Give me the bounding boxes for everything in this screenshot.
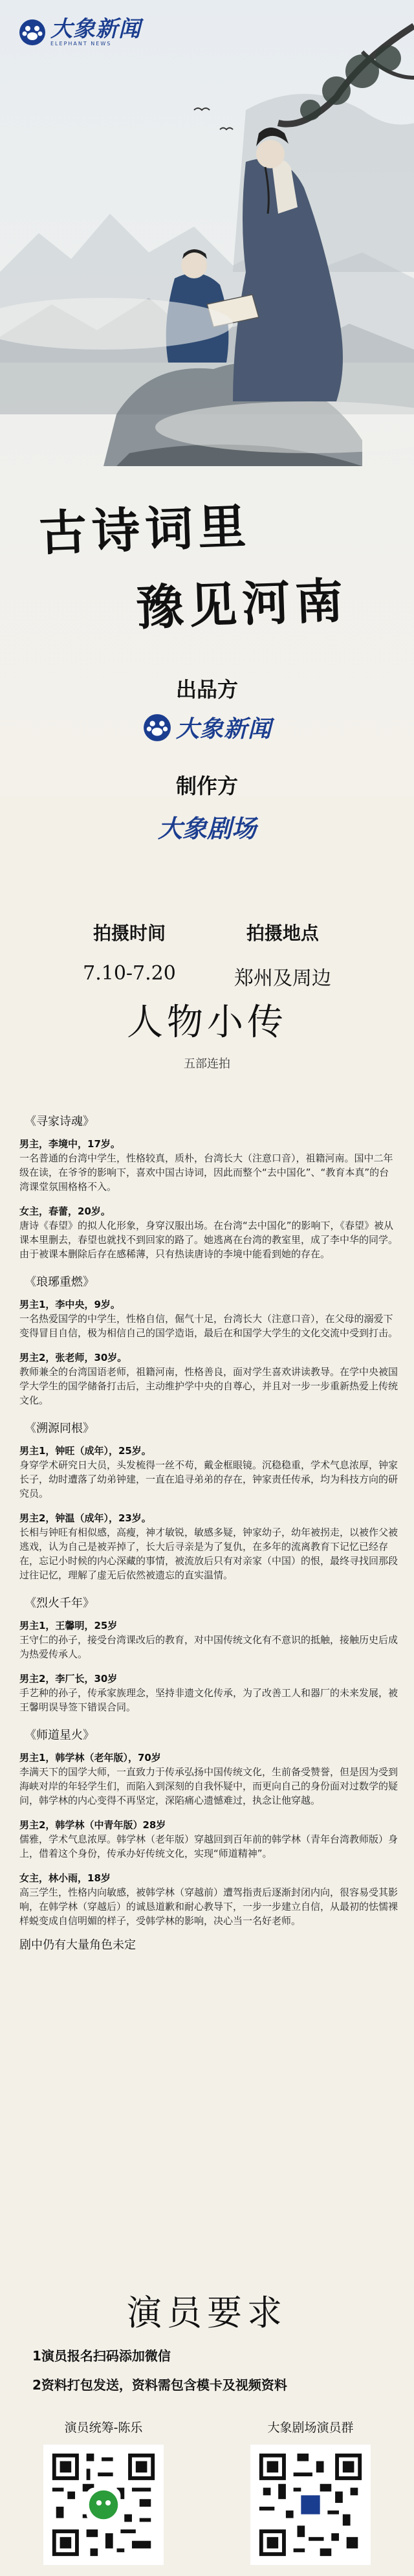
group-qr-code-icon[interactable] <box>250 2445 371 2565</box>
bio-role: 男主2，李厂长，30岁 <box>19 1673 118 1685</box>
qr-card-coordinator <box>43 2418 164 2565</box>
poster-title-line1: 古诗词里 <box>38 498 252 562</box>
bio-text: 高三学生，性格内向敏感，被韩学林（穿越前）遭驾指责后逐渐封闭内向，很容易受其影响，在韩学林（穿越后）的诚恳道歉和耐心教导下，一步一步建立自信，从最初的怯懦裸样蜕变成自信明媚的样子，受韩学林的影响，决心当一名好老师。 <box>19 1887 398 1927</box>
credits-block <box>0 673 414 870</box>
bio-entry <box>19 1444 398 1501</box>
bio-role: 女主，林小雨，18岁 <box>19 1872 111 1884</box>
bio-role: 男主2，钟温（成年），23岁。 <box>19 1512 151 1524</box>
bio-text: 唐诗《春望》的拟人化形象，身穿汉服出场。在台湾“去中国化”的影响下，《春望》被从课本里删去，春望也就找不到回家的路了。她逃离在台湾的教室里，成了李中华的同学。由于被课本删除后存在感稀薄，只有热读唐诗的李境中能看到她的存在。 <box>19 1220 398 1260</box>
bio-section-title: 《师道星火》 <box>25 1729 94 1742</box>
bio-role: 男主1，韩学林（老年版），70岁 <box>19 1752 161 1764</box>
bio-entry <box>19 1297 398 1340</box>
bio-text: 李满天下的国学大师，一直致力于传承弘扬中国传统文化，生前备受赞誉，但是因为受到海峡对岸的年轻学生们，而陷入到深刻的自我怀疑中，而更向自己的身份面对过数学的疑问，韩学林的内心变得不再坚定，深陷痛心遗憾难过，执念让他穿越。 <box>19 1766 398 1806</box>
presenter-label: 出品方 <box>175 677 238 702</box>
bio-text: 长相与钟旺有相似感，高瘦，神才敏锐，敏感多疑，钟家幼子，幼年被拐走，以被作父被逃戏，认为自己是被弄掉了，长大后寻亲是为了复仇，在多年的流离教育下记忆已经存在，忘记小时候的内心深藏的事情，被流放后只有对亲家（中国）的恨，最终寻找回那段过往记忆，理解了虚无后依然被遗忘的直实温情。 <box>19 1527 398 1581</box>
bio-entry <box>19 1618 398 1661</box>
shoot-place-value: 郑州及周边 <box>234 967 331 990</box>
qr-card-actor-group <box>250 2418 371 2565</box>
bios-title: 人物小传 <box>127 1002 287 1044</box>
elephant-logo-icon <box>142 713 172 743</box>
presenter-name: 大象新闻 <box>175 716 272 743</box>
qr-codes <box>0 2418 414 2565</box>
presenter-logo <box>0 711 414 744</box>
bio-role: 男主1，钟旺（成年），25岁。 <box>19 1445 151 1457</box>
bios-list <box>19 1101 398 1953</box>
bio-section <box>19 1596 398 1714</box>
bio-entry <box>19 1818 398 1861</box>
shoot-time <box>83 919 176 991</box>
bio-text: 教师兼全的台湾国语老师，祖籍河南，性格善良，面对学生喜欢讲读教导。在学中央被国学大学生的国学储备打击后，主动维护学中央的自尊心，并且对一步一步重新热爱上传统文化。 <box>19 1366 398 1406</box>
elephant-logo-icon <box>18 18 47 47</box>
bio-section-title: 《寻家诗魂》 <box>25 1115 94 1128</box>
producer-label: 制作方 <box>175 774 238 798</box>
bio-role: 男主2，韩学林（中青年版）28岁 <box>19 1819 166 1831</box>
bio-text: 身穿学术研究日大员，头发梳得一丝不苟，戴金框眼镜。沉稳稳重，学术气息浓厚，钟家长子，幼时遭落了幼弟钟建，一直在追寻弟弟的存在，钟家责任传承，均为科技方向的研究员。 <box>19 1459 398 1499</box>
brand-tagline: ELEPHANT NEWS <box>50 41 112 47</box>
bio-text: 儒雅，学术气息浓厚。韩学林（老年版）穿越回到百年前的韩学林（青年台湾教师版）身上，借着这个身份，传承办好传统文化，实现“师道精神”。 <box>19 1833 398 1859</box>
bio-section-title: 《溯源同根》 <box>25 1422 94 1435</box>
requirements-title: 演员要求 <box>127 2292 287 2333</box>
brand-logo <box>18 18 141 47</box>
bio-text: 手艺种的孙子，传承家族理念，坚持非遗文化传承，为了改善工人和器厂的未来发展，被王馨明误导签下错误合同。 <box>19 1687 398 1713</box>
bio-role: 男主1，李中央，9岁。 <box>19 1299 120 1310</box>
bio-entry <box>19 1871 398 1928</box>
bio-text: 王守仁的孙子，接受台湾课改后的教育，对中国传统文化有不意识的抵触，接触历史后成为热爱传承人。 <box>19 1634 398 1660</box>
bio-section-title: 《烈火千年》 <box>25 1596 94 1610</box>
bio-text: 一名普通的台湾中学生，性格较真，质朴，台湾长大（注意口音），祖籍河南。国中二年级在读，在爷爷的影响下，喜欢中国古诗词，因此而整个“去中国化”、“教育本真”的台湾课堂氛围格格不入。 <box>19 1152 393 1193</box>
poster-title-line2: 豫见河南 <box>135 573 349 636</box>
bio-entry <box>19 1751 398 1808</box>
actor-requirements <box>0 2285 414 2393</box>
bio-entry <box>19 1511 398 1582</box>
qr-label: 大象剧场演员群 <box>267 2421 354 2435</box>
bio-entry <box>19 1204 398 1261</box>
brand-name: 大象新闻 <box>50 16 141 42</box>
bio-text: 一名热爱国学的中学生，性格自信，倔气十足，台湾长大（注意口音），在父母的溺爱下变得冒目自信，极为相信自己的国学造诣，最后在和国学大学生的文化交流中受到打击。 <box>19 1313 398 1339</box>
bio-role: 女主，春蕾，20岁。 <box>19 1205 111 1217</box>
roles-note: 剧中仍有大量角色未定 <box>19 1938 136 1952</box>
bio-section <box>19 1115 398 1261</box>
shoot-time-value: 7.10-7.20 <box>83 962 176 985</box>
producer-name: 大象剧场 <box>157 814 256 843</box>
bio-section <box>19 1729 398 1928</box>
requirement-line: 2资料打包发送，资料需包含模卡及视频资料 <box>32 2377 287 2393</box>
bio-section-title: 《琅琊重燃》 <box>25 1275 94 1289</box>
requirement-line: 1演员报名扫码添加微信 <box>32 2348 171 2364</box>
bio-entry <box>19 1672 398 1714</box>
bio-section <box>19 1275 398 1407</box>
wechat-qr-code-icon[interactable] <box>43 2445 164 2565</box>
bio-role: 男主2，张老师，30岁。 <box>19 1352 127 1363</box>
bios-header <box>0 994 414 1071</box>
qr-label: 演员统筹-陈乐 <box>64 2421 143 2435</box>
bio-section <box>19 1422 398 1582</box>
shoot-place <box>234 919 331 991</box>
bio-role: 男主，李境中，17岁。 <box>19 1138 120 1150</box>
bio-role: 男主1，王馨明，25岁 <box>19 1620 118 1631</box>
shoot-info <box>0 919 414 991</box>
bio-entry <box>19 1350 398 1407</box>
shoot-place-label: 拍摄地点 <box>246 923 319 944</box>
bio-entry <box>19 1137 398 1194</box>
shoot-time-label: 拍摄时间 <box>93 923 166 944</box>
bios-subtitle: 五部连拍 <box>184 1057 230 1071</box>
